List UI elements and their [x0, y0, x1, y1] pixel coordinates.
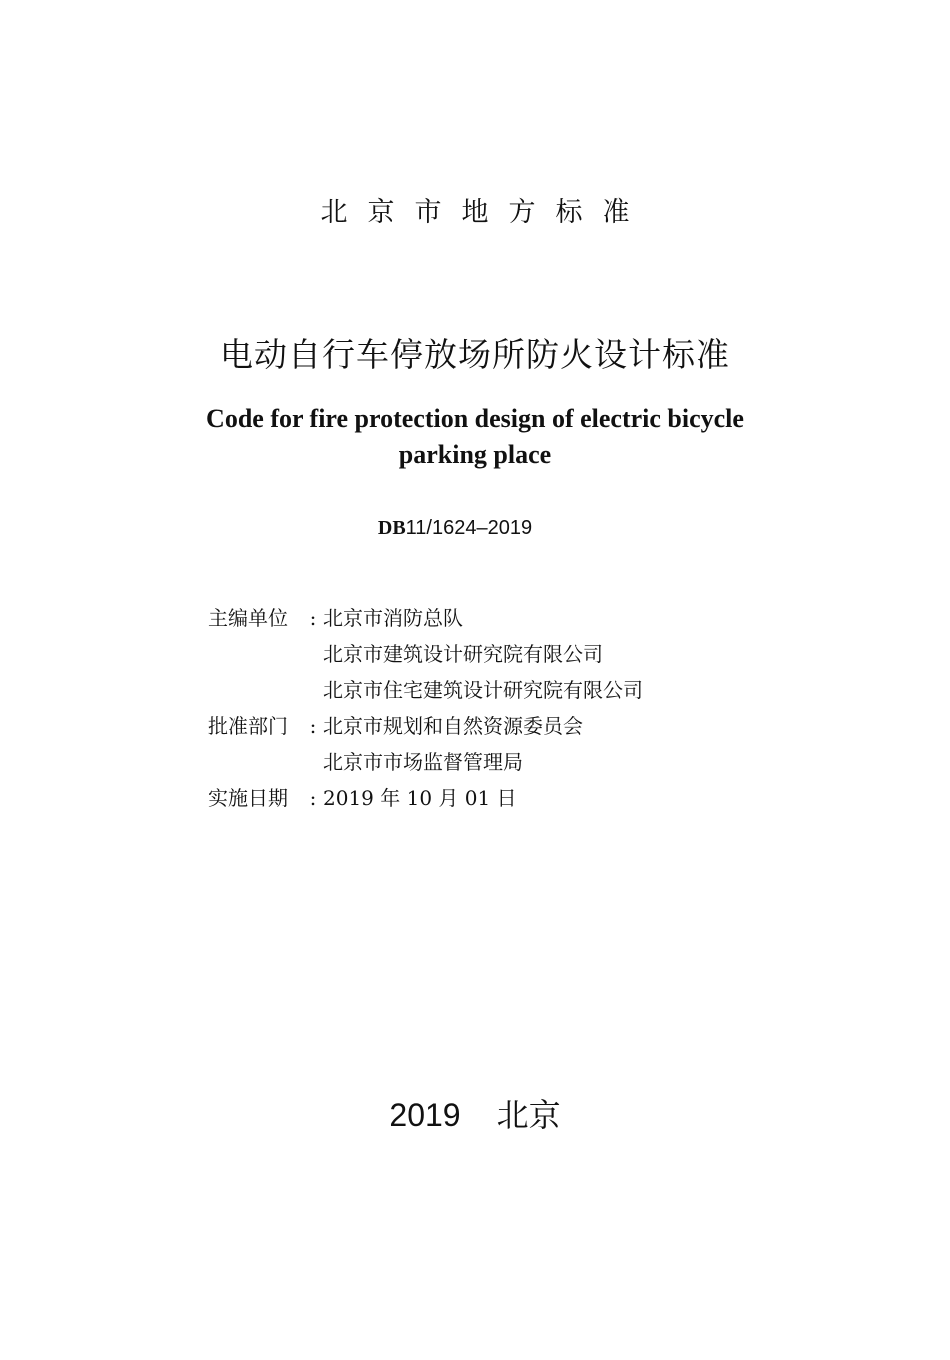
approval-value: 北京市规划和自然资源委员会	[323, 714, 583, 738]
title-english-line-2: parking place	[398, 440, 552, 469]
label-colon: :	[309, 786, 317, 810]
chief-editor-row	[208, 672, 643, 708]
chief-editor-value: 北京市住宅建筑设计研究院有限公司	[323, 678, 643, 702]
standard-number-prefix: DB	[377, 517, 406, 539]
approval-value: 北京市市场监督管理局	[323, 750, 523, 774]
document-title-english	[150, 401, 800, 473]
approval-row	[208, 744, 643, 780]
chief-editor-row	[208, 636, 643, 672]
publication-info	[208, 600, 643, 816]
chief-editor-row	[208, 600, 643, 636]
publication-city: 北京	[496, 1096, 561, 1134]
label-colon: :	[309, 714, 317, 738]
chief-editor-value: 北京市消防总队	[323, 606, 463, 630]
publication-year: 2019	[389, 1097, 461, 1133]
publication-footer	[0, 1093, 950, 1137]
standard-number-code: 11/1624–2019	[405, 517, 533, 539]
effective-date-label: 实施日期	[208, 786, 288, 810]
chief-editor-value: 北京市建筑设计研究院有限公司	[323, 642, 603, 666]
standard-category: 北京市地方标准	[320, 197, 650, 228]
chief-editor-label: 主编单位	[208, 606, 288, 630]
approval-label: 批准部门	[208, 714, 288, 738]
approval-row	[208, 708, 643, 744]
standard-number	[0, 514, 910, 542]
effective-date-value: 2019 年 10 月 01 日	[323, 786, 517, 810]
title-english-line-1: Code for fire protection design of electric bicycle	[206, 404, 744, 433]
document-title-chinese: 电动自行车停放场所防火设计标准	[220, 335, 730, 374]
label-colon: :	[309, 606, 317, 630]
effective-date-row	[208, 780, 643, 816]
